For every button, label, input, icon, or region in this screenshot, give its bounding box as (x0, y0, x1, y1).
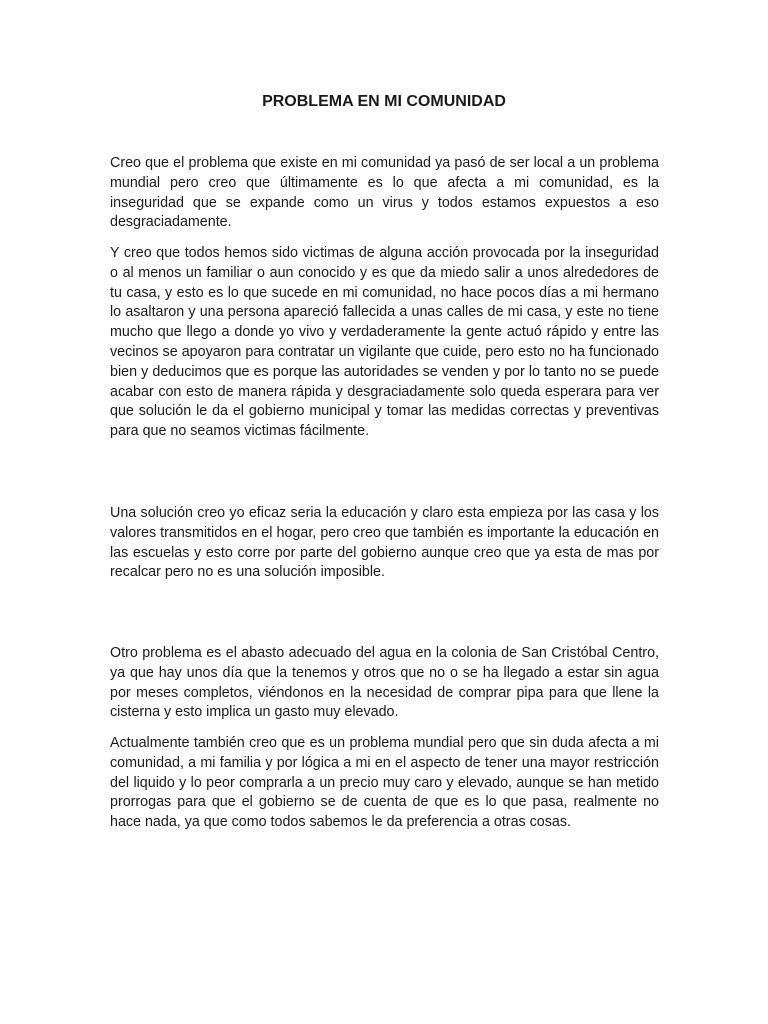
paragraph-1: Creo que el problema que existe en mi comunidad ya pasó de ser local a un problema mundial pero creo que últimamente es lo que afecta a mi comunidad, es la inseguridad que se expande como un virus y todos estamos expuestos a eso desgraciadamente. (110, 155, 659, 231)
paragraph-4: Otro problema es el abasto adecuado del agua en la colonia de San Cristóbal Centro, ya que hay unos día que la tenemos y otros que no o se ha llegado a estar sin agua por meses completos, viéndonos en la necesidad de comprar pipa para que llene la cisterna y esto implica un gasto muy elevado. (110, 645, 659, 721)
paragraph-5: Actualmente también creo que es un problema mundial pero que sin duda afecta a mi comunidad, a mi familia y por lógica a mi en el aspecto de tener una mayor restricción del liquido y lo peor comprarla a un precio muy caro y elevado, aunque se han metido prorrogas para que el gobierno se de cuenta de que es lo que pasa, realmente no hace nada, ya que como todos sabemos le da preferencia a otras cosas. (110, 735, 659, 831)
document-title: PROBLEMA EN MI COMUNIDAD (262, 93, 506, 110)
paragraph-3: Una solución creo yo eficaz seria la educación y claro esta empieza por las casa y los valores transmitidos en el hogar, pero creo que también es importante la educación en las escuelas y esto corre por parte del gobierno aunque creo que ya esta de mas por recalcar pero no es una solución imposible. (110, 505, 659, 581)
paragraph-2: Y creo que todos hemos sido victimas de alguna acción provocada por la inseguridad o al menos un familiar o aun conocido y es que da miedo salir a unos alrededores de tu casa, y esto es lo que sucede en mi comunidad, no hace pocos días a mi hermano lo asaltaron y una persona apareció fallecida a unas calles de mi casa, y este no tiene mucho que llego a donde yo vivo y verdaderamente la gente actuó rápido y entre las vecinos se apoyaron para contratar un vigilante que cuide, pero esto no ha funcionado bien y deducimos que es porque las autoridades se venden y por lo tanto no se puede acabar con esto de manera rápida y desgraciadamente solo queda esperara para ver que solución le da el gobierno municipal y tomar las medidas correctas y preventivas para que no seamos victimas fácilmente. (110, 245, 659, 440)
